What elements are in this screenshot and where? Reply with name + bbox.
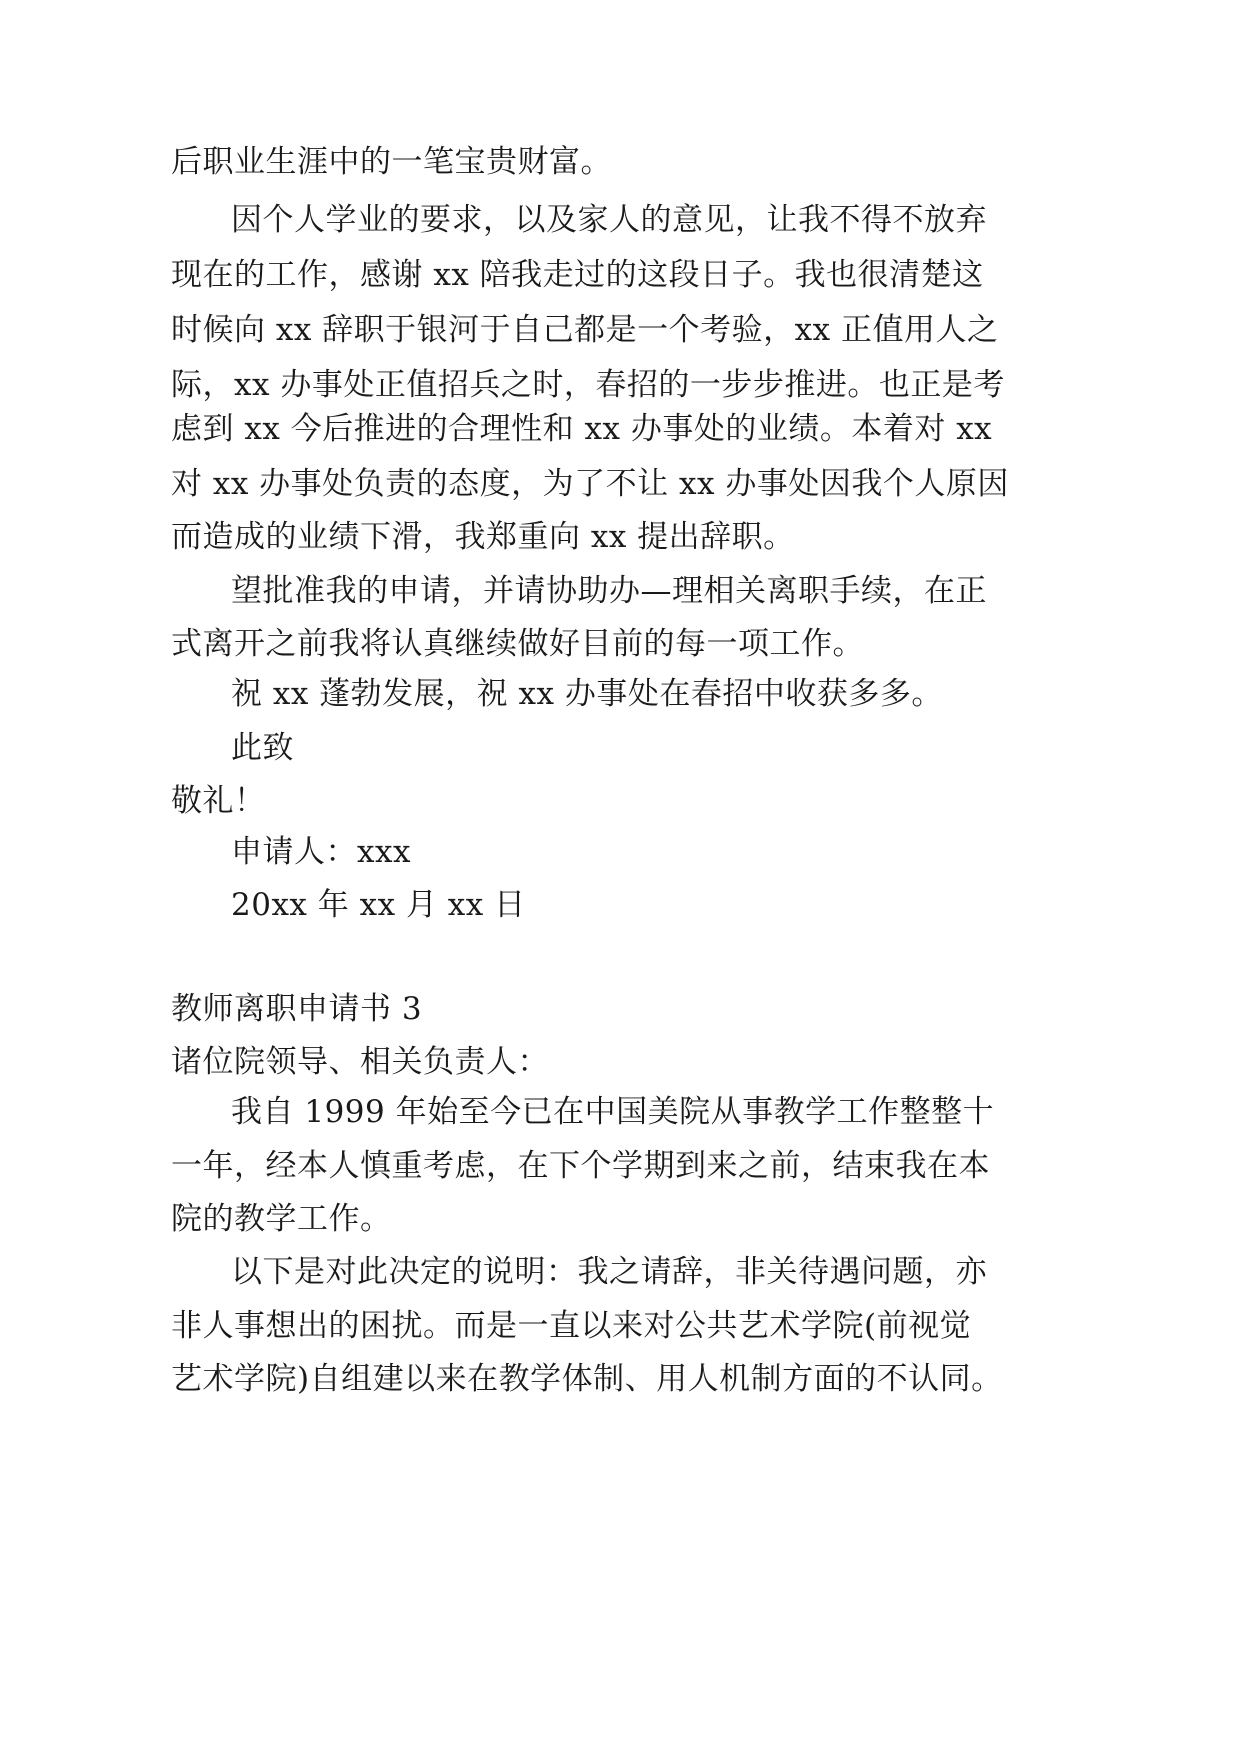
salutation-line: 诸位院领导、相关负责人： <box>171 1044 549 1080</box>
continuation-line: 后职业生涯中的一笔宝贵财富。 <box>171 144 612 180</box>
paragraph-3-line-3: 院的教学工作。 <box>171 1201 392 1237</box>
paragraph-1-line-1: 因个人学业的要求，以及家人的意见，让我不得不放弃 <box>231 202 987 238</box>
closing-jingli: 敬礼！ <box>171 783 266 819</box>
paragraph-2-line-2: 式离开之前我将认真继续做好目前的每一项工作。 <box>171 626 864 662</box>
section-title: 教师离职申请书 3 <box>171 991 423 1027</box>
paragraph-1-line-6: 对 xx 办事处负责的态度，为了不让 xx 办事处因我个人原因 <box>171 466 1009 502</box>
paragraph-4-line-1: 以下是对此决定的说明：我之请辞，非关待遇问题，亦 <box>231 1254 987 1290</box>
paragraph-1-line-5: 虑到 xx 今后推进的合理性和 xx 办事处的业绩。本着对 xx <box>171 411 993 447</box>
paragraph-4-line-2: 非人事想出的困扰。而是一直以来对公共艺术学院(前视觉 <box>171 1308 972 1344</box>
paragraph-3-line-1: 我自 1999 年始至今已在中国美院从事教学工作整整十 <box>231 1094 995 1130</box>
paragraph-1-line-7: 而造成的业绩下滑，我郑重向 xx 提出辞职。 <box>171 519 795 555</box>
paragraph-1-line-2: 现在的工作，感谢 xx 陪我走过的这段日子。我也很清楚这 <box>171 257 984 293</box>
date-line: 20xx 年 xx 月 xx 日 <box>231 887 526 923</box>
paragraph-3-line-2: 一年，经本人慎重考虑，在下个学期到来之前，结束我在本 <box>171 1148 990 1184</box>
paragraph-1-line-4: 际，xx 办事处正值招兵之时，春招的一步步推进。也正是考 <box>171 367 1005 403</box>
paragraph-1-line-3: 时候向 xx 辞职于银河于自己都是一个考验，xx 正值用人之 <box>171 312 999 348</box>
closing-cizhi: 此致 <box>231 730 294 766</box>
paragraph-2-line-1: 望批准我的申请，并请协助办—理相关离职手续，在正 <box>231 573 987 609</box>
paragraph-4-line-3: 艺术学院)自组建以来在教学体制、用人机制方面的不认同。 <box>171 1361 1003 1397</box>
wishes-line: 祝 xx 蓬勃发展，祝 xx 办事处在春招中收获多多。 <box>231 676 943 712</box>
applicant-line: 申请人：xxx <box>231 834 411 870</box>
